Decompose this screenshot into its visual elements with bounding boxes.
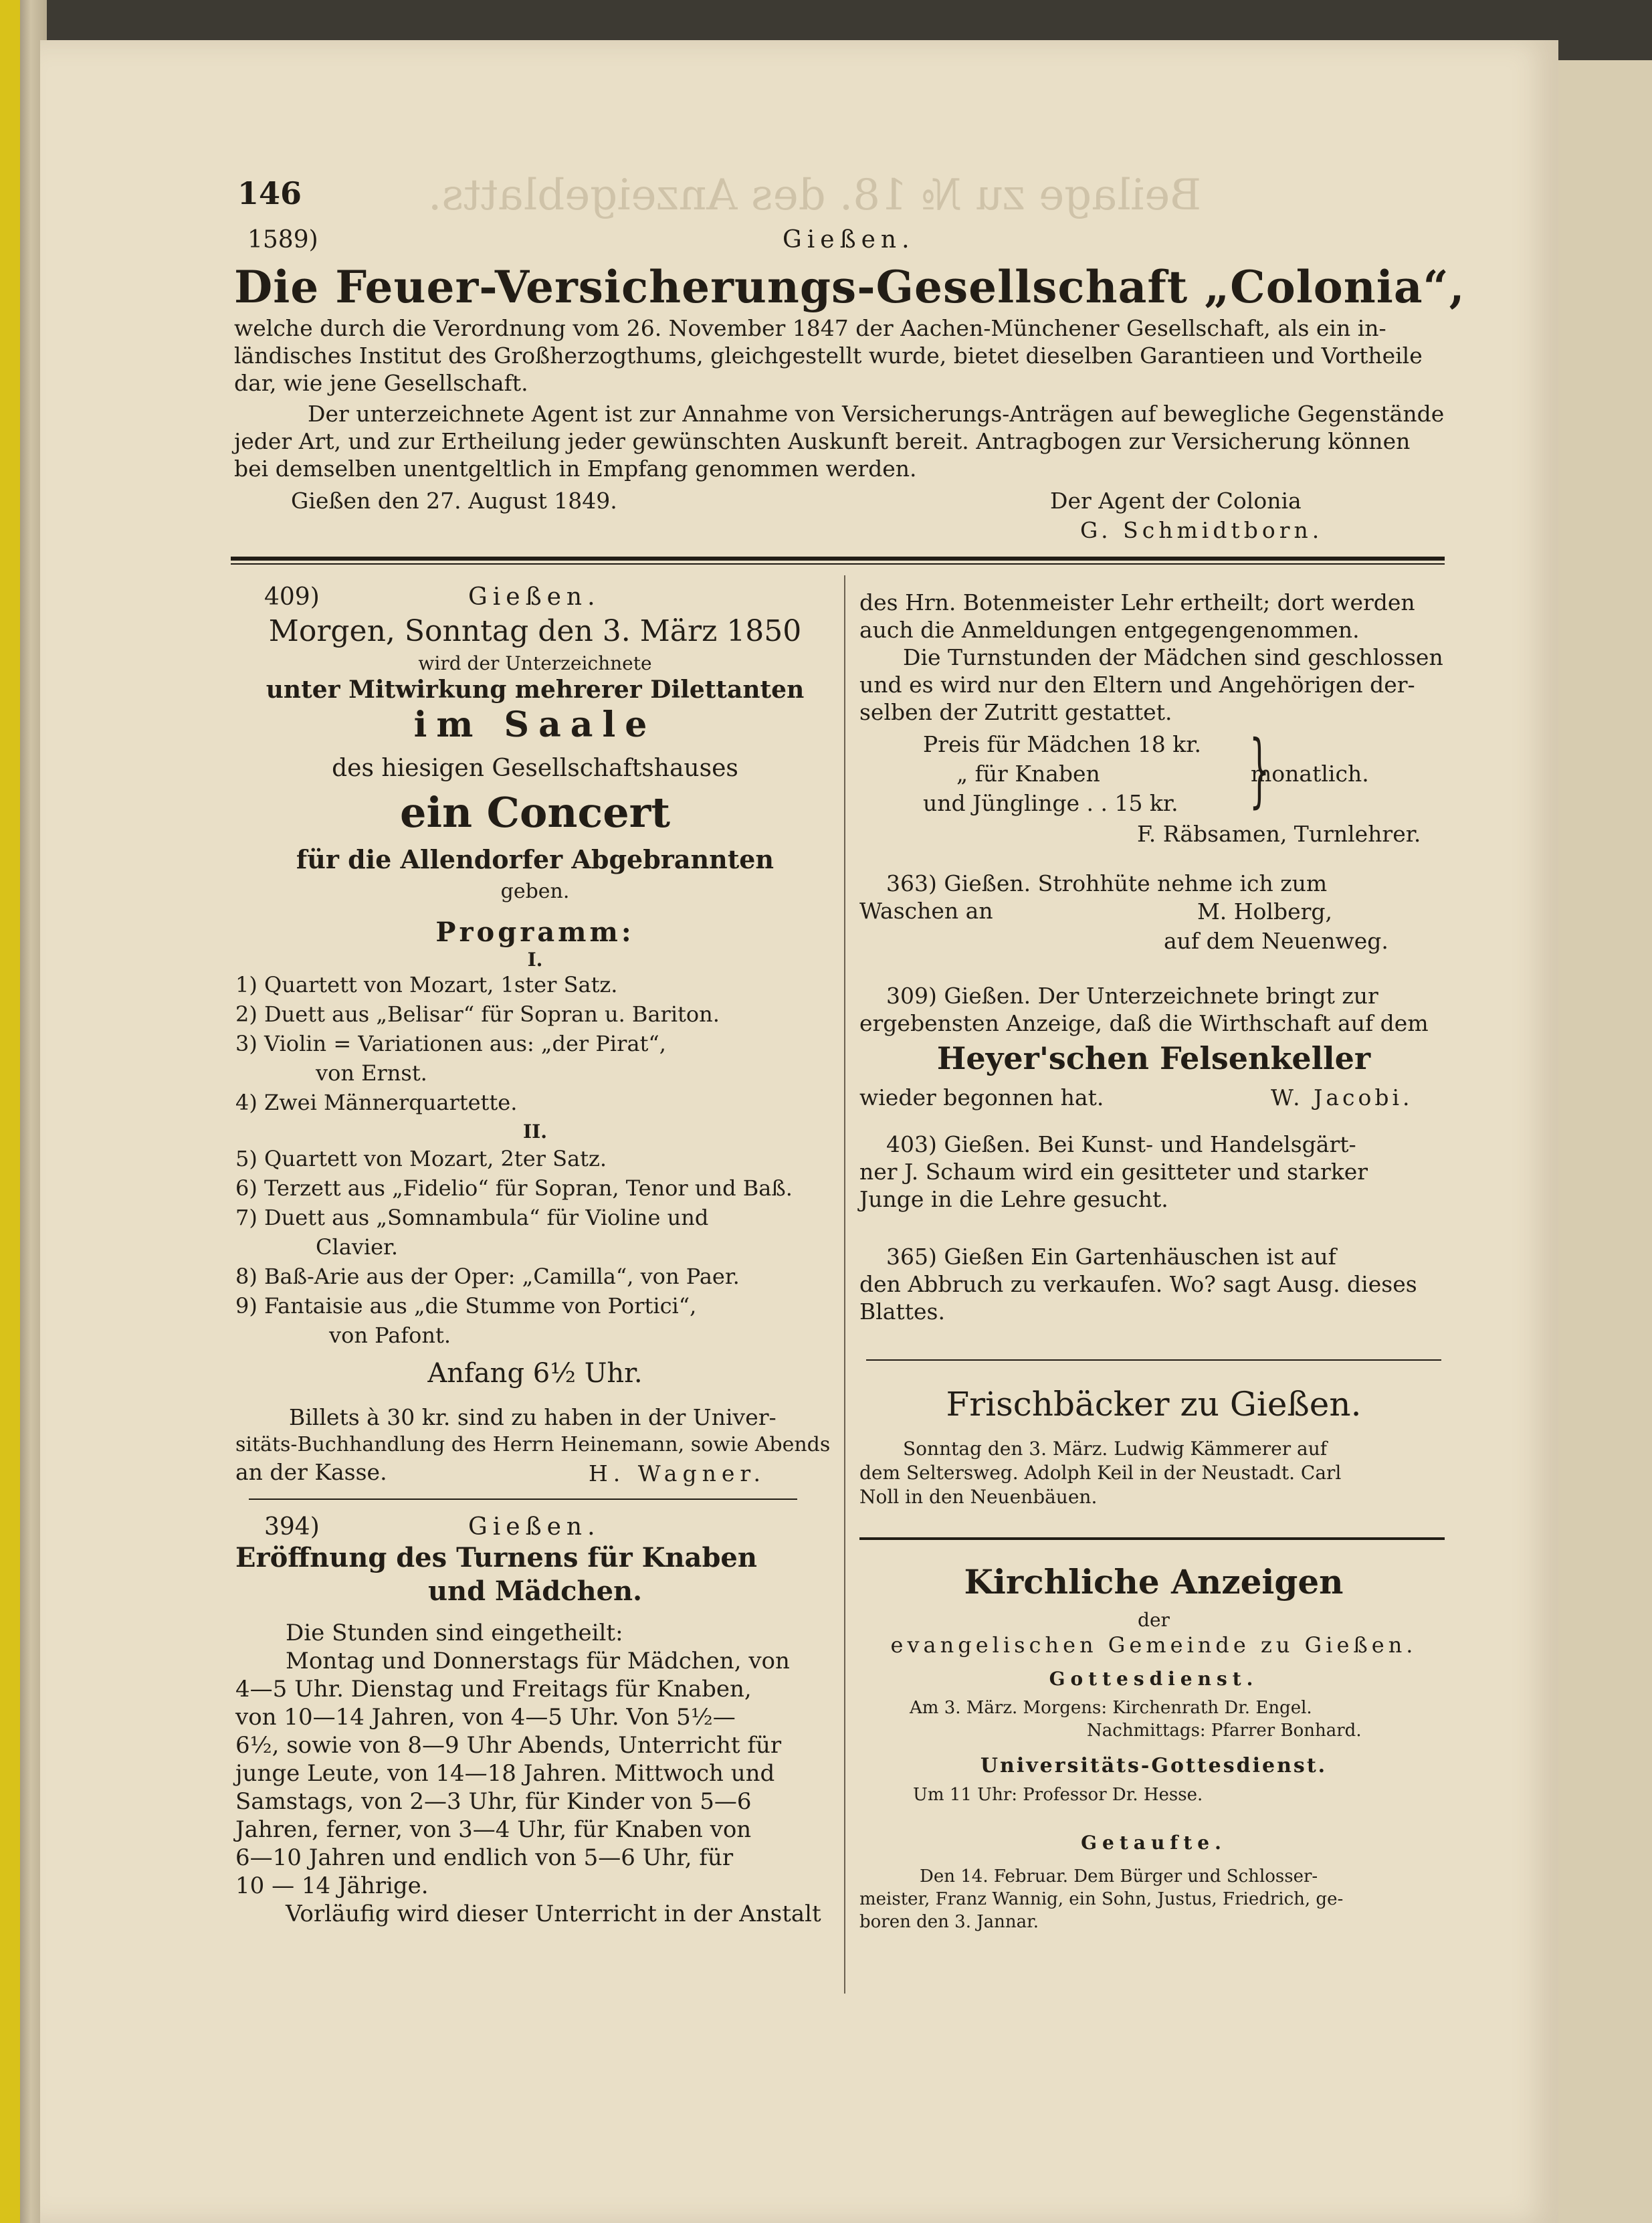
- text-line: Jahren, ferner, von 3—4 Uhr, für Knaben von: [235, 1816, 752, 1843]
- turnen-title-2: und Mädchen.: [427, 1575, 643, 1607]
- turnen-text: [235, 1619, 831, 1928]
- adjacent-page: [1558, 60, 1652, 2223]
- text-line: von 10—14 Jahren, von 4—5 Uhr. Von 5½—: [235, 1704, 736, 1731]
- text-line: Vorläufig wird dieser Unterricht in der Anstalt: [286, 1901, 821, 1927]
- text-line: junge Leute, von 14—18 Jahren. Mittwoch und: [235, 1760, 775, 1787]
- felsenkeller-ad: [859, 982, 1448, 1037]
- column-divider: [844, 575, 845, 1994]
- church-subtitle: der: [1138, 1609, 1170, 1631]
- program-item: 5) Quartett von Mozart, 2ter Satz.: [235, 1146, 607, 1171]
- text-line: 403) Gießen. Bei Kunst- und Handelsgärt-: [886, 1131, 1356, 1157]
- ad-number: 1589): [247, 226, 318, 254]
- price-period: monatlich.: [1251, 761, 1369, 787]
- program-item: 4) Zwei Männerquartette.: [235, 1090, 518, 1115]
- church-subtitle: evangelischen Gemeinde zu Gießen.: [890, 1632, 1417, 1658]
- baptisms-text: [859, 1865, 1448, 1933]
- church-title: Kirchliche Anzeigen: [964, 1562, 1344, 1602]
- concert-line: unter Mitwirkung mehrerer Dilettanten: [266, 676, 805, 704]
- signature: W. Jacobi.: [1271, 1084, 1413, 1110]
- program-item: 6) Terzett aus „Fidelio“ für Sopran, Tenor und Baß.: [235, 1175, 793, 1201]
- program-title: Programm:: [435, 916, 635, 948]
- concert-line: geben.: [500, 880, 570, 903]
- price-line: und Jünglinge . . 15 kr.: [923, 790, 1178, 816]
- text-line: Um 11 Uhr: Professor Dr. Hesse.: [913, 1785, 1203, 1805]
- program-item: 2) Duett aus „Belisar“ für Sopran u. Bariton.: [235, 1001, 720, 1027]
- text-line: Am 3. März. Morgens: Kirchenrath Dr. Engel.: [910, 1698, 1312, 1718]
- text-line: Sonntag den 3. März. Ludwig Kämmerer auf: [903, 1438, 1328, 1460]
- program-item: 9) Fantaisie aus „die Stumme von Portici“,: [235, 1293, 697, 1319]
- section-rule-thick: [859, 1537, 1445, 1540]
- gartenhaus-ad: [859, 1243, 1448, 1325]
- text-line: und es wird nur den Eltern und Angehörigen der-: [859, 672, 1415, 698]
- text-line: bei demselben unentgeltlich in Empfang genommen werden.: [234, 456, 917, 482]
- text-line: Die Stunden sind eingetheilt:: [286, 1620, 623, 1646]
- text-line: Die Turnstunden der Mädchen sind geschlossen: [903, 644, 1443, 670]
- signature: H. Wagner.: [589, 1460, 766, 1486]
- price-line: „ für Knaben: [956, 761, 1100, 787]
- text-line: Montag und Donnerstags für Mädchen, von: [286, 1648, 790, 1674]
- text-line: an der Kasse.: [235, 1459, 387, 1485]
- program-part-2: II.: [523, 1121, 547, 1143]
- program-item: von Pafont.: [329, 1323, 451, 1348]
- text-line: Billets à 30 kr. sind zu haben in der Univer-: [289, 1404, 777, 1430]
- text-line: Blattes.: [859, 1298, 945, 1325]
- ad-date: Gießen den 27. August 1849.: [291, 488, 617, 514]
- ad-number: 394): [264, 1513, 320, 1541]
- text-line: selben der Zutritt gestattet.: [859, 699, 1172, 725]
- section-rule: [866, 1359, 1441, 1361]
- signature-address: auf dem Neuenweg.: [1164, 928, 1388, 954]
- section-heading: Getaufte.: [1081, 1832, 1227, 1854]
- text-line: 6½, sowie von 8—9 Uhr Abends, Unterricht für: [235, 1732, 782, 1759]
- text-line: Der unterzeichnete Agent ist zur Annahme von Versicherungs-Anträgen auf bewegliche Gegenstände: [308, 401, 1445, 427]
- turnen-title-1: Eröffnung des Turnens für Knaben: [235, 1542, 757, 1573]
- text-line: auch die Anmeldungen entgegengenommen.: [859, 617, 1360, 643]
- baecker-text: [859, 1437, 1448, 1509]
- ad-place: Gießen.: [468, 583, 601, 611]
- double-rule-thick: [231, 557, 1445, 561]
- ad-number: 409): [264, 583, 320, 611]
- program-item: 8) Baß-Arie aus der Oper: „Camilla“, von Paer.: [235, 1264, 740, 1289]
- text-line: jeder Art, und zur Ertheilung jeder gewünschten Auskunft bereit. Antragbogen zur Versicherung können: [234, 428, 1411, 454]
- double-rule-thin: [231, 563, 1445, 565]
- ad-place: Gießen.: [783, 226, 915, 254]
- bleed-through-header: Beilage zu № 18. des Anzeigeblatts.: [428, 171, 1202, 220]
- signature-role: Der Agent der Colonia: [1050, 488, 1302, 514]
- signature: M. Holberg,: [1197, 898, 1333, 925]
- program-item: 1) Quartett von Mozart, 1ster Satz.: [235, 972, 618, 997]
- price-line: Preis für Mädchen 18 kr.: [923, 731, 1201, 757]
- text-line: 363) Gießen. Strohhüte nehme ich zum: [886, 870, 1328, 896]
- text-line: dar, wie jene Gesellschaft.: [234, 370, 528, 396]
- section-rule: [249, 1499, 797, 1500]
- turnen-cont-text: [859, 589, 1448, 726]
- section-heading: Universitäts-Gottesdienst.: [980, 1754, 1328, 1777]
- text-line: boren den 3. Jannar.: [859, 1912, 1039, 1932]
- felsenkeller-title: Heyer'schen Felsenkeller: [936, 1040, 1371, 1076]
- gaertner-ad: [859, 1131, 1448, 1213]
- text-line: Noll in den Neuenbäuen.: [859, 1486, 1098, 1508]
- text-line: Den 14. Februar. Dem Bürger und Schlosser-: [920, 1866, 1318, 1887]
- text-line: Nachmittags: Pfarrer Bonhard.: [1087, 1721, 1362, 1741]
- text-line: wieder begonnen hat.: [859, 1084, 1104, 1110]
- concert-line: wird der Unterzeichnete: [418, 652, 652, 674]
- text-line: ländisches Institut des Großherzogthums, gleichgestellt wurde, bietet dieselben Garantieen und Vortheile: [234, 343, 1423, 369]
- program-item: 3) Violin = Variationen aus: „der Pirat“,: [235, 1031, 666, 1056]
- signature-name: G. Schmidtborn.: [1080, 517, 1324, 543]
- brace-icon: }: [1249, 724, 1270, 817]
- text-line: sitäts-Buchhandlung des Herrn Heinemann, sowie Abends: [235, 1433, 831, 1456]
- text-line: den Abbruch zu verkaufen. Wo? sagt Ausg. dieses: [859, 1271, 1417, 1297]
- ad-paragraph-1: [234, 314, 1445, 397]
- program-item: 7) Duett aus „Somnambula“ für Violine und: [235, 1205, 709, 1230]
- concert-title: ein Concert: [400, 788, 670, 837]
- text-line: 309) Gießen. Der Unterzeichnete bringt zur: [886, 983, 1378, 1009]
- text-line: 6—10 Jahren und endlich von 5—6 Uhr, für: [235, 1844, 734, 1871]
- text-line: meister, Franz Wannig, ein Sohn, Justus, Friedrich, ge-: [859, 1889, 1344, 1909]
- program-item: Clavier.: [316, 1234, 398, 1260]
- text-line: welche durch die Verordnung vom 26. November 1847 der Aachen-Münchener Gesellschaft, als ein in-: [234, 315, 1386, 341]
- program-part-1: I.: [527, 949, 543, 971]
- text-line: 4—5 Uhr. Dienstag und Freitags für Knaben,: [235, 1676, 752, 1703]
- concert-line: des hiesigen Gesellschaftshauses: [332, 755, 738, 782]
- page-number: 146: [237, 175, 302, 211]
- text-line: ergebensten Anzeige, daß die Wirthschaft auf dem: [859, 1010, 1429, 1036]
- signature: F. Räbsamen, Turnlehrer.: [1137, 821, 1421, 847]
- text-line: des Hrn. Botenmeister Lehr ertheilt; dort werden: [859, 589, 1415, 615]
- text-line: Waschen an: [859, 898, 993, 924]
- program-list-1: [235, 970, 837, 1117]
- concert-line: im Saale: [413, 704, 657, 745]
- strohhuete-ad: [859, 870, 1448, 925]
- text-line: 365) Gießen Ein Gartenhäuschen ist auf: [886, 1244, 1336, 1270]
- ad-paragraph-2: [234, 400, 1445, 482]
- concert-date-line: Morgen, Sonntag den 3. März 1850: [268, 614, 802, 648]
- concert-start-time: Anfang 6½ Uhr.: [427, 1358, 643, 1389]
- text-line: 10 — 14 Jährige.: [235, 1872, 429, 1899]
- text-line: dem Seltersweg. Adolph Keil in der Neustadt. Carl: [859, 1462, 1342, 1484]
- baecker-title: Frischbäcker zu Gießen.: [946, 1385, 1362, 1424]
- section-heading: Gottesdienst.: [1049, 1668, 1259, 1690]
- text-line: Samstags, von 2—3 Uhr, für Kinder von 5—6: [235, 1788, 752, 1815]
- ad-place: Gießen.: [468, 1513, 601, 1541]
- concert-line: für die Allendorfer Abgebrannten: [296, 844, 775, 874]
- text-line: ner J. Schaum wird ein gesitteter und starker: [859, 1159, 1368, 1185]
- ad-title: Die Feuer-Versicherungs-Gesellschaft „Colonia“,: [234, 261, 1465, 313]
- book-spine-yellow: [0, 0, 20, 2223]
- program-item: von Ernst.: [316, 1060, 427, 1086]
- program-list-2: [235, 1144, 837, 1350]
- text-line: Junge in die Lehre gesucht.: [859, 1186, 1168, 1212]
